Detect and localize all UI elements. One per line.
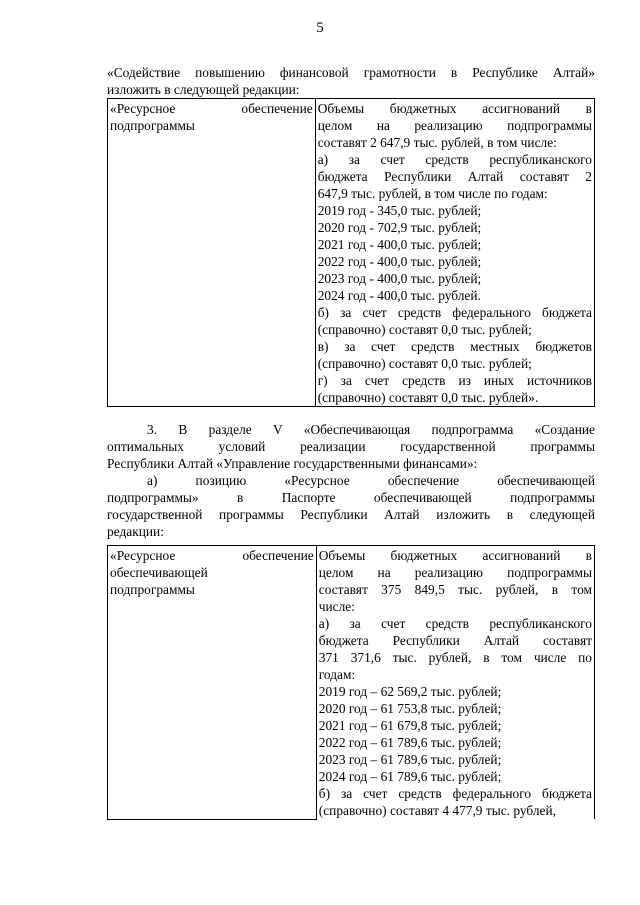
table-row (108, 546, 595, 820)
cell-line: бюджета Республики Алтай составят 2 (317, 169, 592, 184)
resource-label-cell (108, 99, 316, 407)
cell-line: б) за счет средств федерального бюджета (317, 305, 592, 320)
cell-line: в) за счет средств местных бюджетов (317, 339, 592, 354)
cell-line: 2019 год – 62 569,2 тыс. рублей; (318, 684, 502, 699)
cell-line: «Ресурсное обеспечение (110, 101, 313, 116)
cell-line: составят 375 849,5 тыс. рублей, в том (318, 582, 592, 597)
resource-value-cell (316, 546, 594, 820)
cell-line: Объемы бюджетных ассигнований в (318, 548, 592, 563)
paragraph-line: 3. В разделе V «Обеспечивающая подпрограмма «Создание (147, 422, 595, 437)
paragraph-line: государственной программы Республики Алтай изложить в следующей (107, 507, 595, 522)
intro-line: изложить в следующей редакции: (107, 82, 300, 97)
cell-line: (справочно) составят 0,0 тыс. рублей». (317, 390, 539, 405)
cell-line: б) за счет средств федерального бюджета (318, 786, 592, 801)
cell-line: (справочно) составят 0,0 тыс. рублей; (317, 356, 532, 371)
item-a-paragraph (107, 472, 595, 540)
paragraph-line: редакции: (107, 524, 164, 539)
cell-line: «Ресурсное обеспечение (110, 548, 314, 563)
cell-line: 371 371,6 тыс. рублей, в том числе по (318, 650, 592, 665)
cell-line: 2023 год – 61 789,6 тыс. рублей; (318, 752, 502, 767)
paragraph-line: оптимальных условий реализации государственной программы (107, 439, 595, 454)
cell-line: подпрограммы (110, 118, 195, 133)
cell-line: (справочно) составят 0,0 тыс. рублей; (317, 322, 532, 337)
cell-line: Объемы бюджетных ассигнований в (317, 101, 592, 116)
cell-line: составят 2 647,9 тыс. рублей, в том числе: (317, 135, 557, 150)
cell-line: 2022 год - 400,0 тыс. рублей; (317, 254, 482, 269)
section-3-paragraph (107, 421, 595, 472)
intro-line: «Содействие повышению финансовой грамотности в Республике Алтай» (107, 65, 595, 80)
cell-line: г) за счет средств из иных источников (317, 373, 592, 388)
cell-line: 2022 год – 61 789,6 тыс. рублей; (318, 735, 502, 750)
cell-line: подпрограммы (110, 582, 195, 597)
cell-line: 2024 год - 400,0 тыс. рублей. (317, 288, 481, 303)
intro-paragraph (107, 64, 595, 98)
cell-line: 2021 год – 61 679,8 тыс. рублей; (318, 718, 502, 733)
cell-line: 2024 год – 61 789,6 тыс. рублей; (318, 769, 502, 784)
paragraph-line: подпрограммы» в Паспорте обеспечивающей подпрограммы (107, 490, 595, 505)
resource-table-2 (107, 545, 595, 820)
cell-line: 2020 год - 702,9 тыс. рублей; (317, 220, 482, 235)
cell-line: а) за счет средств республиканского (317, 152, 592, 167)
cell-line: 2021 год - 400,0 тыс. рублей; (317, 237, 482, 252)
cell-line: 2023 год - 400,0 тыс. рублей; (317, 271, 482, 286)
cell-line: бюджета Республики Алтай составят (318, 633, 592, 648)
paragraph-line: Республики Алтай «Управление государственными финансами»: (107, 456, 478, 471)
page-number: 5 (316, 20, 324, 36)
resource-label-cell (108, 546, 317, 820)
resource-value-cell (315, 99, 594, 407)
cell-line: целом на реализацию подпрограммы (317, 118, 592, 133)
cell-line: годам: (318, 667, 356, 682)
paragraph-line: а) позицию «Ресурсное обеспечение обеспечивающей (147, 473, 595, 488)
cell-line: 647,9 тыс. рублей, в том числе по годам: (317, 186, 548, 201)
table-row (108, 99, 595, 407)
cell-line: (справочно) составят 4 477,9 тыс. рублей, (318, 803, 556, 818)
cell-line: 2020 год – 61 753,8 тыс. рублей; (318, 701, 502, 716)
cell-line: 2019 год - 345,0 тыс. рублей; (317, 203, 482, 218)
cell-line: обеспечивающей (110, 565, 208, 580)
cell-line: целом на реализацию подпрограммы (318, 565, 592, 580)
cell-line: числе: (318, 599, 355, 614)
cell-line: а) за счет средств республиканского (318, 616, 592, 631)
resource-table-1 (107, 98, 595, 407)
